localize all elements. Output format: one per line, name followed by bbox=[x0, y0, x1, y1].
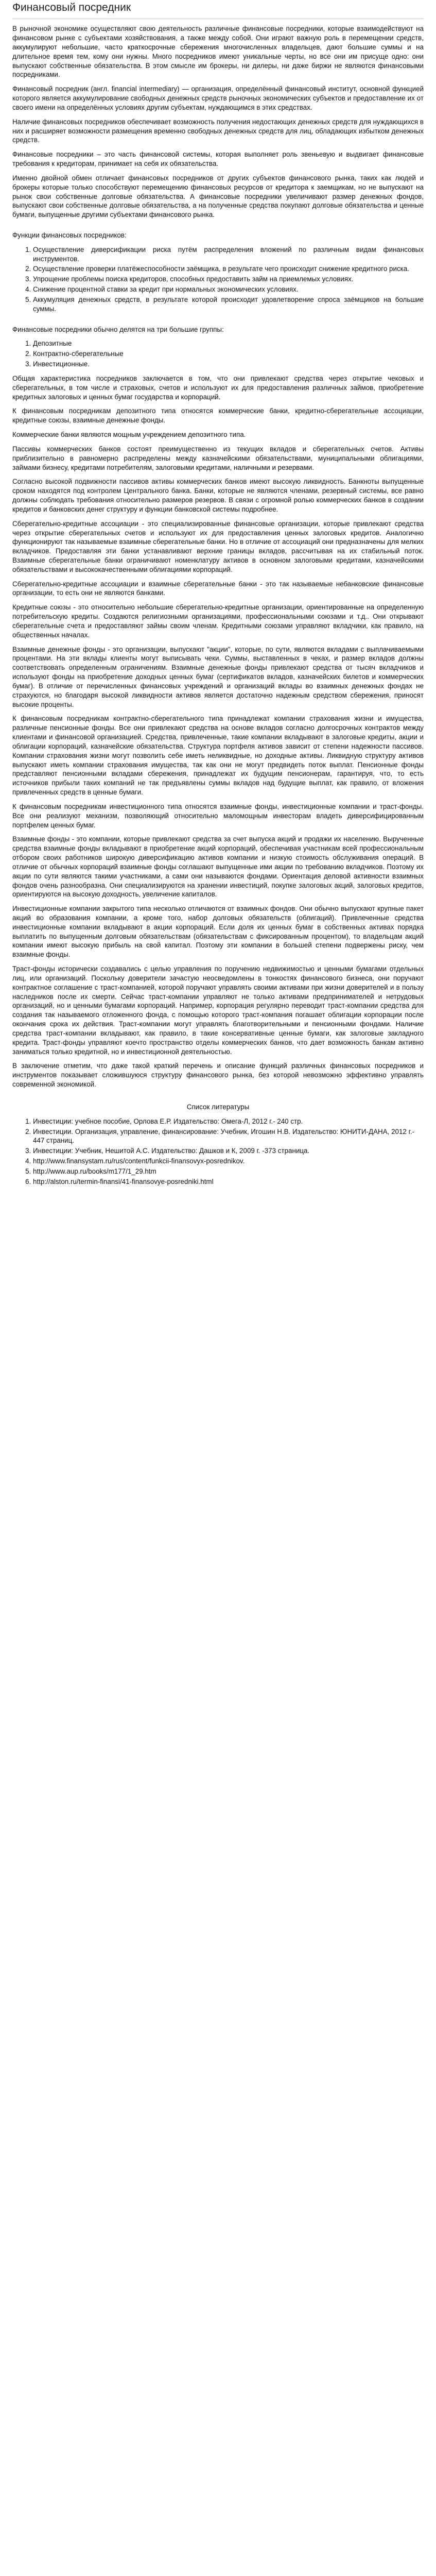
reference-url[interactable]: http://www.finansystam.ru/rus/content/funkcii-finansovyx-posrednikov. bbox=[33, 1157, 245, 1165]
paragraph: Именно двойной обмен отличает финансовых посредников от других субъектов финансового рынка, таких как людей и брокеры которые только способствуют перемещению финансовых ресурсов от кредитора к заемщикам, но не выпускают на рынок свои собственные долговые обязательства. А финансовые посредники увеличивают размер денежных фондов, выпускают свои собственные долговые обязательства, а на полученные средства покупают долговые обязательства и ценные бумаги, выпущенные другими субъектами финансового рынка. bbox=[12, 174, 424, 219]
paragraph: К финансовым посредникам контрактно-сберегательного типа принадлежат компании страхования жизни и имущества, различные пенсионные фонды. Все они привлекают средства на основе вкладов согласно долгосрочных контрактов между клиентами и финансовой организацией. Средства, привлеченные, такие компании вкладывают в залоговые кредиты, акции и облигации корпораций, казначейские обязательства. Структура портфеля активов зависит от степени надежности пассивов. Компании страхования жизни могут позволить себе иметь неликвидные, но доходные активы. Ликвидную структуру активов выпускают иметь компании страхования имущества, так как они не могут предвидеть поток выплат. Пенсионные фонды представляют пенсионными вкладами сбережения, принадлежат их будущим пенсионерам, гарантируя, что, то есть источников прибыли таких компаний не так предъявлены суммы вкладов над будущие выплат, как правило, от вложения привлеченных средств в ценные бумаги. bbox=[12, 715, 424, 796]
paragraph: Инвестиционные компании закрытого типа несколько отличаются от взаимных фондов. Они обычно выпускают крупные пакет акций во образования компании, а кроме того, набор долговых обязательств (облигаций). Привлеченные средства инвестиционные компании вкладывают в акции корпораций. Если доля их ценных бумаг в собственных активах порядка выплатить по выпущенным долговым обязательствам (обязательствам с фиксированным процентом), то владельцам акций компании имеют высокую прибыль на свой капитал. Поэтому эти компании в большей степени подвержены риску, чем взаимные фонды. bbox=[12, 905, 424, 959]
paragraph: Общая характеристика посредников заключается в том, что они привлекают средства через открытие чековых и сберегательных, в том числе и страховых, счетов и используют их для предоставления различных займов, приобретение кредитных залоговых и ценных бумаг государства и корпораций. bbox=[12, 374, 424, 401]
paragraph: Пассивы коммерческих банков состоят преимущественно из текущих вкладов и сберегательных счетов. Активы приблизительно в равномерно распределены между казначейскими обязательствами, муниципальными облигациями, займами бизнесу, кредитами потребителям, залоговыми кредитами, наличными и резервами. bbox=[12, 445, 424, 471]
paragraph: Коммерческие банки являются мощным учреждением депозитного типа. bbox=[12, 431, 246, 439]
reference-item: 1. Инвестиции: учебное пособие, Орлова Е.Р. Издательство: Омега-Л, 2012 г.- 240 стр. bbox=[33, 1117, 424, 1126]
paragraph: Взаимные денежные фонды - это организации, выпускают "акции", которые, по сути, являются вкладами с выплачиваемыми процентами. На эти вклады клиенты могут выписывать чеки. Суммы, выставленных в чеках, и размер вкладов должны соответствовать определенным ограничениям. Взаимные денежные фонды привлекают средства от тысяч вкладчиков и используют фонды на приобретение доходных ценных бумаг (сертификатов вкладов, казначейских билетов и коммерческих бумаг). В отличие от перечисленных финансовых учреждений и организаций вклады во взаимных денежных фондах не страхуются, но благодаря высокой ликвидности активов является достаточно надежным средством сбережения, приносят высокие проценты. bbox=[12, 645, 424, 708]
reference-link[interactable] bbox=[33, 1167, 424, 1176]
paragraph: Согласно высокой подвижности пассивов активы коммерческих банков имеют высокую ликвидность. Банкноты выпущенные сроком находятся под контролем Центрального банка. Банки, которые не являются членами, резервный системы, все равно должны соблюдать требования относительно размеров резервов. В связи с огромной ролью коммерческих банков в создании кредитов и банковских денег структуру и функции банковской системы подробнее. bbox=[12, 478, 424, 513]
paragraph: К финансовым посредникам инвестиционного типа относятся взаимные фонды, инвестиционные компании и траст-фонды. Все они реализуют механизм, позволяющий относительно маломощным инвесторам владеть диверсифицированным портфелем ценных бумаг. bbox=[12, 802, 424, 829]
paragraph: Сберегательно-кредитные ассоциации и взаимные сберегательные банки - это так называемые небанковские финансовые организации, то есть они не являются банками. bbox=[12, 580, 424, 597]
paragraph: Финансовый посредник (англ. financial intermediary) — организация, определённый финансовый институт, основной функцией которого является аккумулирование свободных денежных средств рыночных экономических субъектов и предоставление их от своего имени на определённых условиях другим субъектам, нуждающимся в этих средствах. bbox=[12, 85, 424, 111]
reference-link[interactable] bbox=[33, 1177, 424, 1187]
reference-item: 2. Инвестиции. Организация, управление, финансирование: Учебник, Игошин Н.В. Издательство: ЮНИТИ-ДАНА, 2012 г.- 447 страниц. bbox=[33, 1127, 424, 1146]
reference-url[interactable]: http://alston.ru/termin-finansi/41-finansovye-posredniki.html bbox=[33, 1177, 214, 1185]
paragraph: Кредитные союзы - это относительно небольшие сберегательно-кредитные организации, ориентированные на определенную потребительскую кредиты. Создаются религиозными организациями, профессиональными союзами и т.д.. Они открывают сберегательные счета и предоставляют займы своим членам. Кредитными союзами управляют вкладчики, как правило, на общественных началах. bbox=[12, 603, 424, 639]
functions-heading: Функции финансовых посредников: bbox=[12, 231, 127, 239]
paragraph: Взаимные фонды - это компании, которые привлекают средства за счет выпуска акций и продажи их населению. Вырученные средства взаимные фонды вкладывают в приобретение акций корпораций, обеспечивая участникам всей профессиональным отбором своих работников широкую диверсификацию активов компании и низкую стоимость обслуживания операций. В отличие от обычных корпораций взаимные фонды соглашают выпущенные ими акции по требованию вкладчиков. Поэтому их акции по сути являются такими участниками, а сами они называются фондами. Ориентация деловой активности взаимных фондов очень разнообразна. Они специализируются на хранении инвестиций, покупке залоговых акций, залоговых кредитов, ориентируются на высокую доходность, увеличение капиталов. bbox=[12, 835, 424, 899]
list-item: 4. Снижение процентной ставки за кредит при нормальных экономических условиях. bbox=[33, 285, 424, 294]
list-item: 1. Осуществление диверсификации риска путём распределения вложений по различным видам финансовых инструментов. bbox=[33, 245, 424, 264]
reference-url[interactable]: http://www.aup.ru/books/m177/1_29.htm bbox=[33, 1167, 156, 1175]
reference-item: 3. Инвестиции: Учебник, Нешитой А.С. Издательство: Дашков и К, 2009 г. -373 страница. bbox=[33, 1146, 424, 1156]
list-item: 3. Упрощение проблемы поиска кредиторов, способных предоставить займ на приемлемых условиях. bbox=[33, 275, 424, 284]
references-list bbox=[12, 1117, 424, 1187]
paragraph: Траст-фонды исторически создавались с целью управления по поручению недвижимостью и ценными бумагами отдельных лиц, или организаций. Поскольку доверители зачастую неосведомлены в тонкостях финансового бизнеса, они поручают контрактное соглашение с траст-компанией, которой поручают управлять своими активами при жизни доверителей и в пользу наследников после их смерти. Сейчас траст-компании управляют не только активами предпринимателей и нетрудовых организаций, но и ценными бумагами корпораций. Например, корпорация регулярно переводит траст-компании средства для создания так называемого отложенного фонда, с помощью которого траст-компания погашает облигации корпорации после окончания срока их действия. Траст-компании могут управлять благотворительными и пенсионными фондами. Наличие средства траст-компании вкладывают, как правило, в такие консервативные ценные бумаги, как залоговые закладного кредита. Траст-фонды управляют коечто пространство отделы коммерческих банков, что дает возможность банкам активно заниматься только кредитной, но и инвестиционной деятельностью. bbox=[12, 965, 424, 1056]
list-item: 2. Осуществление проверки платёжеспособности заёмщика, в результате чего происходит снижение кредитного риска. bbox=[33, 264, 424, 274]
intro-section bbox=[12, 24, 424, 219]
list-item: 1. Депозитные bbox=[33, 339, 424, 348]
references-heading: Список литературы bbox=[186, 1103, 250, 1111]
paragraph: Сберегательно-кредитные ассоциации - это специализированные финансовые организации, которые привлекают средства через открытие сберегательных счетов и используют их для предоставления ценных залоговых кредитов. Аналогично функционируют так называемые взаимные сберегательные банки. Но в отличие от ассоциаций они предназначены для мелких вкладчиков. Предоставляя эти банки устанавливают верхние границы вкладов, рассчитывая на их стабильный поток. Взаимные сберегательные банки ограничивают номенклатуру активов в основном залоговыми кредитами, казначейскими обязательствами и высококачественными облигациями корпораций. bbox=[12, 519, 424, 573]
list-item: 2. Контрактно-сберегательные bbox=[33, 349, 424, 359]
groups-list bbox=[12, 339, 424, 368]
list-item: 5. Аккумуляция денежных средств, в результате которой происходит удовлетворение спроса заёмщиков на большие суммы. bbox=[33, 295, 424, 314]
paragraph: К финансовым посредникам депозитного типа относятся коммерческие банки, кредитно-сберегательные ассоциации, кредитные союзы, взаимные денежные фонды. bbox=[12, 407, 424, 425]
paragraph: Наличие финансовых посредников обеспечивает возможность получения недостающих денежных средств для нуждающихся в них и расширяет возможности размещения временно свободных денежных средств для лиц, обладающих избытком денежных средств. bbox=[12, 117, 424, 144]
page-title: Финансовый посредник bbox=[12, 1, 424, 19]
reference-link[interactable] bbox=[33, 1157, 424, 1166]
groups-heading: Финансовые посредники обычно делятся на три большие группы: bbox=[12, 325, 224, 333]
paragraph: В рыночной экономике осуществляют свою деятельность различные финансовые посредники, которые взаимодействуют на финансовом рынке с субъектами хозяйствования, а также между собой. Они играют важную роль в перемещении средств, аккумулируют небольшие, часто краткосрочные сбережения многочисленных владельцев, дают большие суммы и на длительное время тем, кому они нужны. Много посредников имеют уникальные черты, но все они им присуще одно: они выпускают собственные обязательства. В этом смысле им брокеры, ни дилеры, ни даже биржи не являются финансовыми посредниками. bbox=[12, 25, 424, 79]
list-item: 3. Инвестиционные. bbox=[33, 360, 424, 369]
functions-list bbox=[12, 245, 424, 314]
paragraph: В заключение отметим, что даже такой краткий перечень и описание функций различных финансовых посредников и инструментов показывает сложившуюся структуру финансового рынка, без которой невозможно эффективно управлять современной экономикой. bbox=[12, 1062, 424, 1089]
paragraph: Финансовые посредники – это часть финансовой системы, которая выполняет роль звеньевую и выдвигает финансовые требования к кредиторам, принимает на себя их обязательства. bbox=[12, 150, 424, 168]
body-section bbox=[12, 374, 424, 1089]
